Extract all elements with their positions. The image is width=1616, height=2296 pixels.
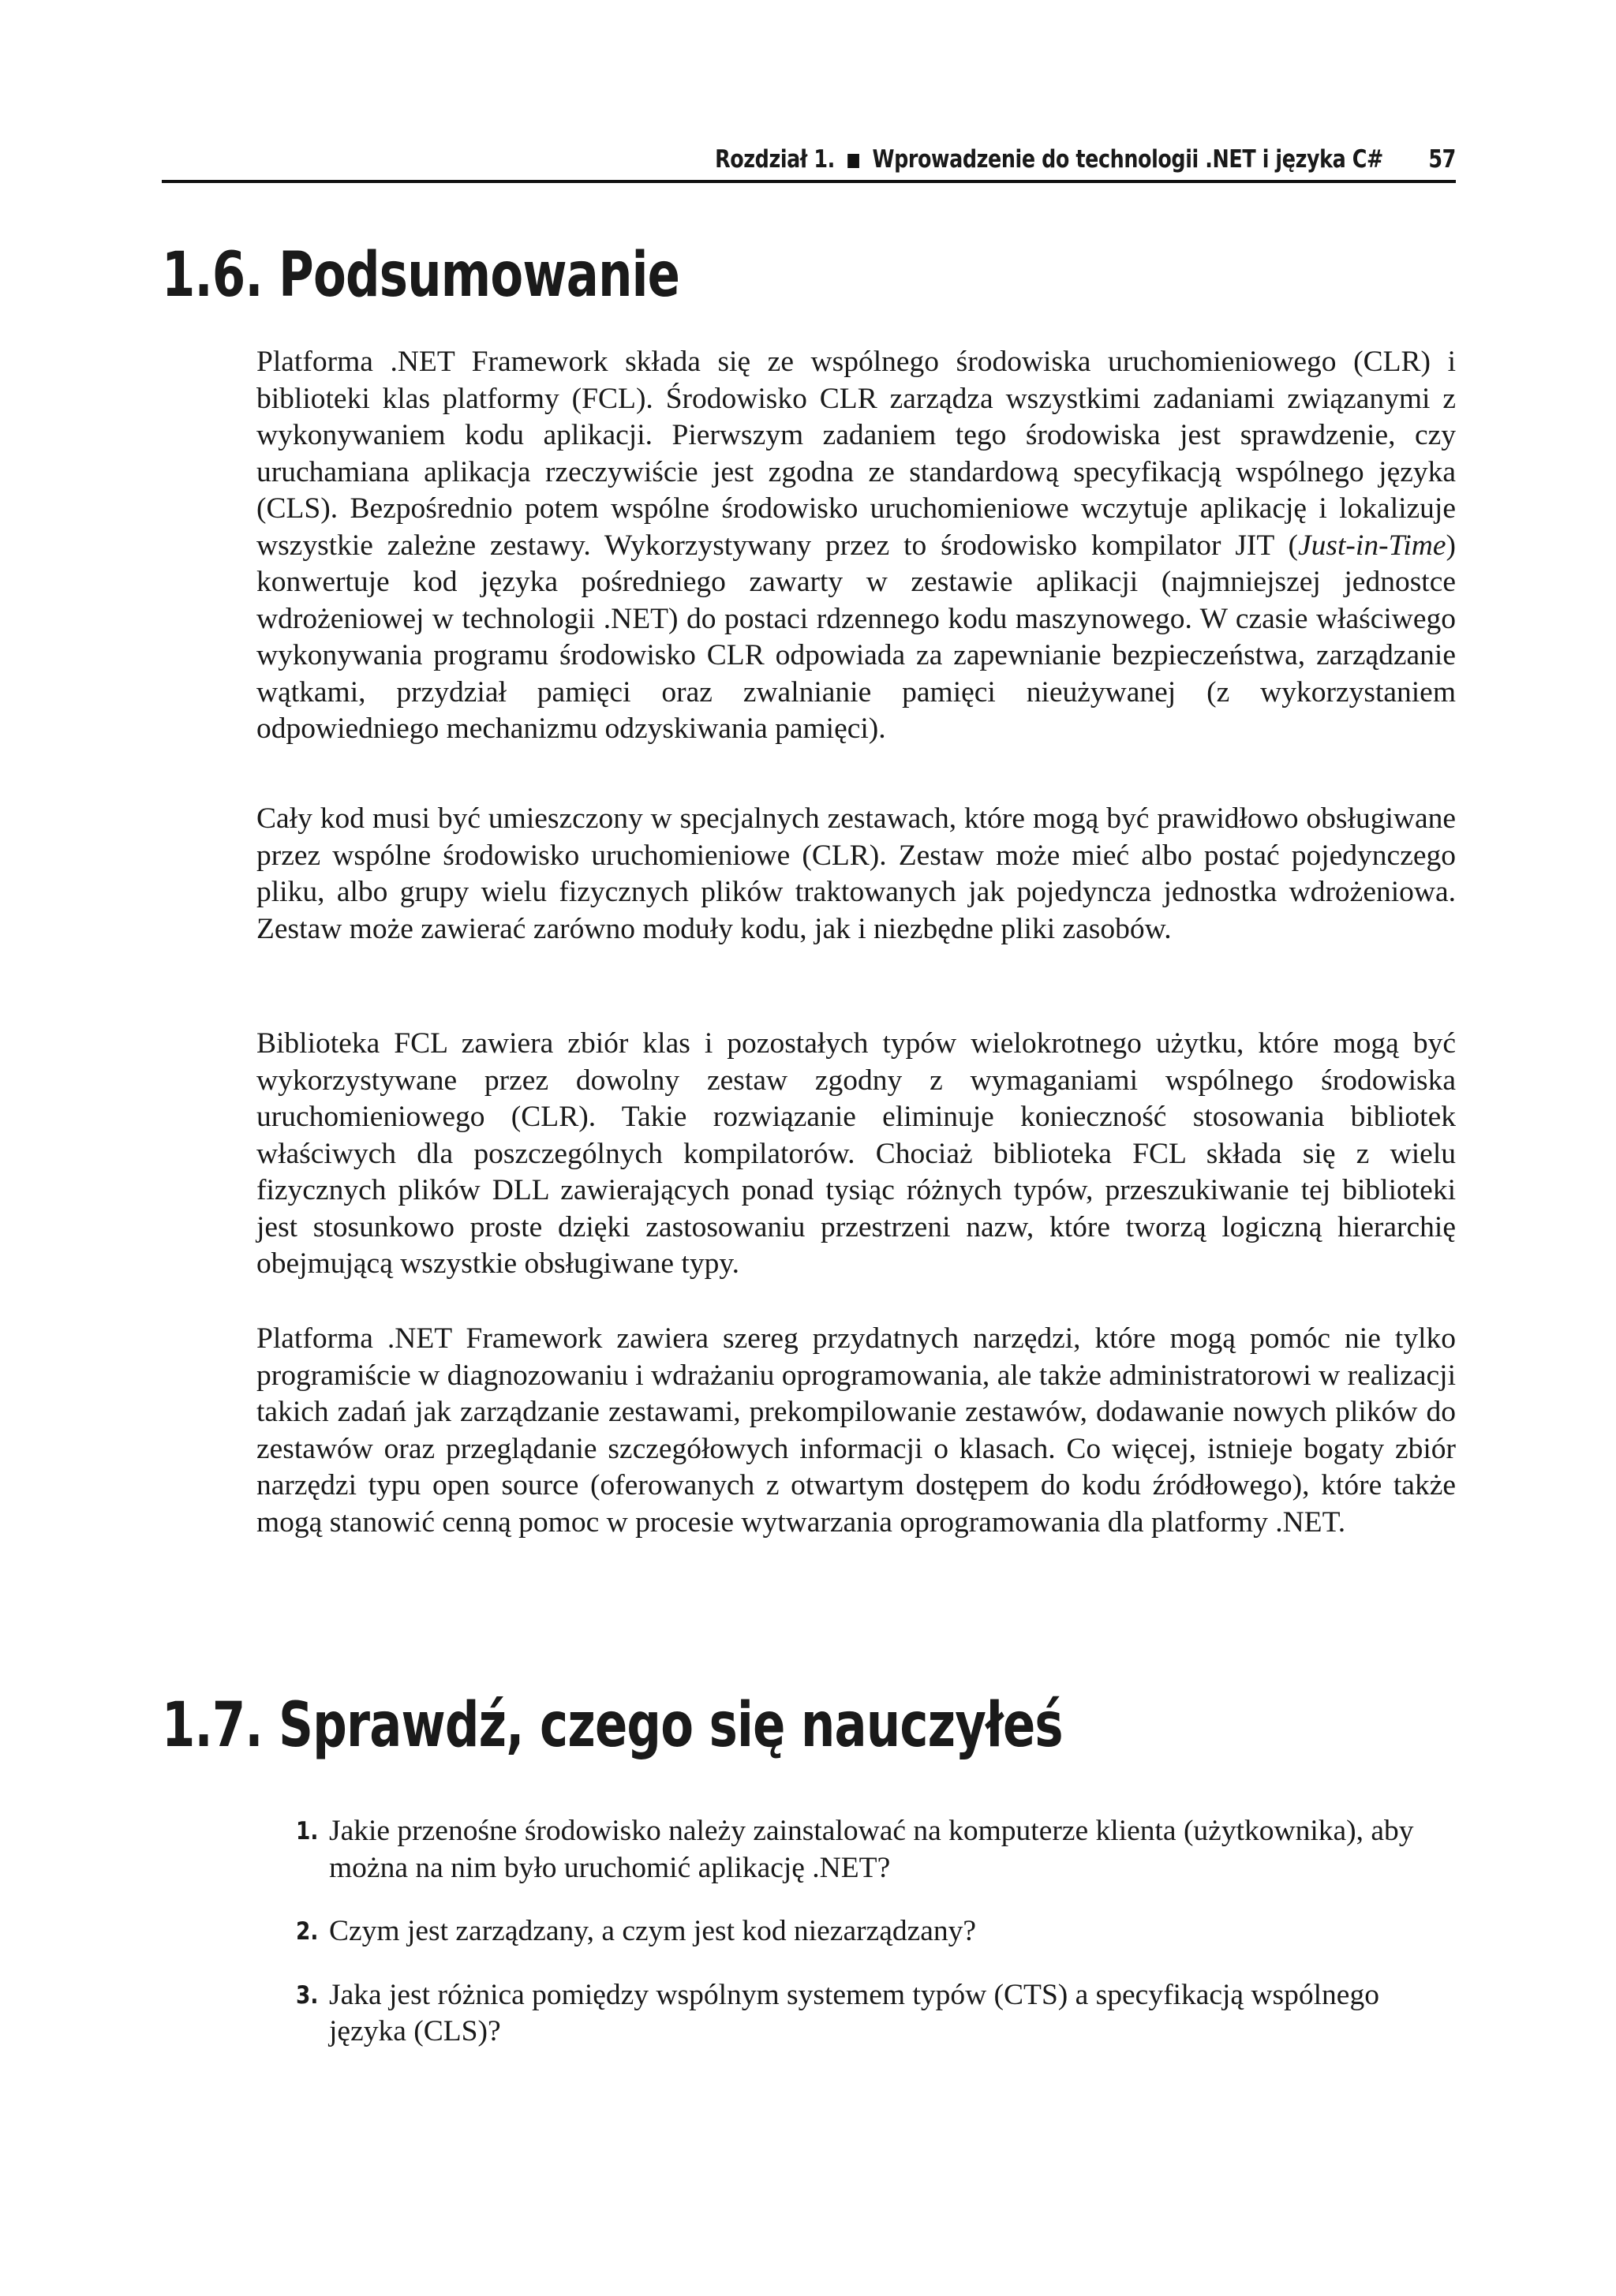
paragraph-text-continued: ) konwertuje kod języka pośredniego zawarty w zestawie aplikacji (najmniejszej jednostce wdrożeniowej w technologii .NET) do postaci rdzennego kodu maszynowego. W czasie właściwego wykonywania programu środowisko CLR odpowiada za zapewnianie bezpieczeństwa, zarządzanie wątkami, przydział pamięci oraz zwalnianie pamięci nieużywanej (z wykorzystaniem odpowiedniego mechanizmu odzyskiwania pamięci). <box>256 529 1456 745</box>
question-text: Jaka jest różnica pomiędzy wspólnym systemem typów (CTS) a specyfikacją wspólnego języka (CLS)? <box>329 1978 1379 2047</box>
page-number: 57 <box>1428 145 1456 174</box>
paragraph-italic-term: Just-in-Time <box>1298 529 1446 562</box>
list-item <box>296 1913 1456 1950</box>
review-questions-list <box>296 1813 1456 2077</box>
header-chapter: Rozdział 1. <box>715 145 836 174</box>
running-header <box>162 133 1456 183</box>
square-bullet-icon <box>847 154 859 168</box>
paragraph-text: Platforma .NET Framework składa się ze wspólnego środowiska uruchomieniowego (CLR) i biblioteki klas platformy (FCL). Środowisko CLR zarządza wszystkimi zadaniami związanymi z wykonywaniem kodu aplikacji. Pierwszym zadaniem tego środowiska jest sprawdzenie, czy uruchamiana aplikacja rzeczywiście jest zgodna ze standardową specyfikacją wspólnego języka (CLS). Bezpośrednio potem wspólne środowisko uruchomieniowe wczytuje aplikację i lokalizuje wszystkie zależne zestawy. Wykorzystywany przez to środowisko kompilator JIT ( <box>256 346 1456 562</box>
section-heading-summary: 1.6. Podsumowanie <box>162 240 680 311</box>
running-header-content <box>715 145 1456 174</box>
section-heading-review: 1.7. Sprawdź, czego się nauczyłeś <box>162 1690 1063 1761</box>
paragraph-fcl: Biblioteka FCL zawiera zbiór klas i pozostałych typów wielokrotnego użytku, które mogą być wykorzystywane przez dowolny zestaw zgodny z wymaganiami wspólnego środowiska uruchomieniowego (CLR). Takie rozwiązanie eliminuje konieczność stosowania bibliotek właściwych dla poszczególnych kompilatorów. Chociaż biblioteka FCL składa się z wielu fizycznych plików DLL zawierających ponad tysiąc różnych typów, przeszukiwanie tej biblioteki jest stosunkowo proste dzięki zastosowaniu przestrzeni nazw, które tworzą logiczną hierarchię obejmującą wszystkie obsługiwane typy. <box>256 1027 1456 1280</box>
question-number: 2. <box>296 1917 319 1946</box>
paragraph-clr-overview <box>256 344 1456 748</box>
list-item <box>296 1813 1456 1887</box>
paragraph-tools: Platforma .NET Framework zawiera szereg przydatnych narzędzi, które mogą pomóc nie tylko programiście w diagnozowaniu i wdrażaniu oprogramowania, ale także administratorowi w realizacji takich zadań jak zarządzanie zestawami, prekompilowanie zestawów, dodawanie nowych plików do zestawów oraz przeglądanie szczegółowych informacji o klasach. Co więcej, istnieje bogaty zbiór narzędzi typu open source (oferowanych z otwartym dostępem do kodu źródłowego), które także mogą stanowić cenną pomoc w procesie wytwarzania oprogramowania dla platformy .NET. <box>256 1322 1456 1539</box>
question-number: 1. <box>296 1817 319 1845</box>
list-item <box>296 1977 1456 2051</box>
question-text: Czym jest zarządzany, a czym jest kod niezarządzany? <box>329 1915 977 1947</box>
paragraph-assemblies: Cały kod musi być umieszczony w specjalnych zestawach, które mogą być prawidłowo obsługiwane przez wspólne środowisko uruchomieniowe (CLR). Zestaw może mieć albo postać pojedynczego pliku, albo grupy wielu fizycznych plików traktowanych jak pojedyncza jednostka wdrożeniowa. Zestaw może zawierać zarówno moduły kodu, jak i niezbędne pliki zasobów. <box>256 802 1456 945</box>
question-number: 3. <box>296 1980 319 2010</box>
header-chapter-title: Wprowadzenie do technologii .NET i języka C# <box>872 145 1384 174</box>
question-text: Jakie przenośne środowisko należy zainstalować na komputerze klienta (użytkownika), aby można na nim było uruchomić aplikację .NET? <box>329 1815 1414 1884</box>
